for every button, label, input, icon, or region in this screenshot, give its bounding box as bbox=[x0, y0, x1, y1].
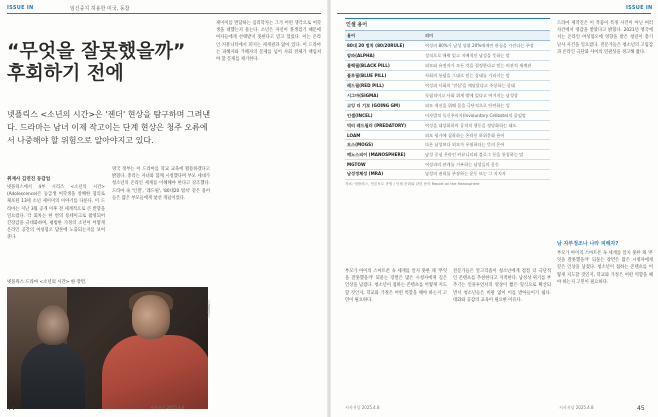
photo-boy-body bbox=[21, 342, 85, 409]
issue-tag: ISSUE IN bbox=[626, 5, 653, 11]
running-head: 임신중지 허용한 미국, 동참 bbox=[70, 6, 130, 12]
glossary-row bbox=[345, 101, 550, 111]
glossary-row bbox=[345, 150, 550, 160]
photo-credit: ⓒ넷플릭스 bbox=[207, 300, 211, 318]
glossary-row bbox=[345, 61, 550, 71]
glossary-title: 인셀 용어 bbox=[345, 18, 550, 30]
byline: 취재사 김연진 동감업 bbox=[7, 177, 51, 182]
glossary-meaning: 여성과의 관계를 거부하는 남성들의 운동 bbox=[425, 161, 500, 167]
glossary-row bbox=[345, 51, 550, 61]
glossary-term: 알파(ALPHA) bbox=[347, 52, 375, 58]
photo-boy-head bbox=[37, 305, 69, 345]
glossary-term: 빅터 레드필러 (PREDATORY) bbox=[347, 122, 407, 128]
glossary-row bbox=[345, 71, 550, 81]
body-column: 부모가 아이의 스마트폰 속 세계를 알지 못한 채 '무엇을 잘못했을까' 되묻는 장면은 많은 시청자에게 깊은 인상을 남겼다. 청소년이 접하는 콘텐츠를 어떻게 지도할 것인지, 학교와 가정은 어떤 역할을 해야 하는지 고민이 필요하다. bbox=[557, 251, 653, 285]
glossary-term: 모스(MOGS) bbox=[347, 141, 374, 147]
glossary-term: 매노스피어 (MANOSPHERE) bbox=[347, 151, 406, 157]
headline-line2: 후회하기 전에 bbox=[7, 62, 124, 84]
issue-tag: ISSUE IN bbox=[7, 5, 34, 11]
glossary-row bbox=[345, 131, 550, 140]
glossary-row bbox=[345, 81, 550, 91]
glossary-term: 80대 20 법칙 (80/20RULE) bbox=[347, 42, 405, 48]
glossary-row bbox=[345, 170, 550, 180]
glossary-meaning: 남성의 권리를 주장하는 운동 또는 그 지지자 bbox=[425, 171, 506, 177]
section-subhead: 남 자부정조나 나라 피해자? bbox=[557, 241, 619, 247]
glossary-row bbox=[345, 121, 550, 131]
page-number-left: 44 bbox=[7, 405, 15, 412]
footer-right: 시사저널 2025.4.8 bbox=[559, 405, 594, 410]
glossary-meaning: 외모 평가에 집착하는 온라인 하위문화 용어 bbox=[425, 132, 505, 138]
body-column: 전문가들은 알고리즘이 청소년에게 점점 더 극단적인 콘텐츠를 추천한다고 지적한다. 남성성 위기를 부추기는 인플루언서의 영상이 짧은 형식으로 확산되면서 청소년들은 비판 없이 이를 받아들이기 쉽다. 대화와 공감의 교육이 필요한 이유다. bbox=[453, 269, 551, 303]
glossary-term: MGTOW bbox=[347, 161, 366, 167]
glossary-header-row bbox=[345, 30, 550, 41]
body-column: 넷플릭스에서 4부 시리즈 <소년의 시간>(Adolescence)은 동급생 여학생을 살해한 혐의로 체포된 13세 소년 제이미의 이야기를 다룬다. 이 드라마는 지난 3월 공개 이후 전 세계적으로 큰 반향을 일으켰다. 각 회차는 한 번의 롱테이크로 촬영되어 긴장감을 극대화하며, 평범한 가정의 소년이 어떻게 온라인 공간의 여성혐오 담론에 노출되는지를 보여준다. bbox=[7, 185, 105, 241]
right-page bbox=[329, 0, 658, 417]
glossary-row bbox=[345, 91, 550, 101]
glossary-term: 블루필(BLUE PILL) bbox=[347, 72, 387, 78]
glossary-meaning: 남성 중심 온라인 커뮤니티와 블로그 등을 통칭하는 말 bbox=[425, 151, 524, 157]
glossary-meaning: 여성과 사회의 '진실'을 깨달았다고 주장하는 상태 bbox=[425, 82, 515, 88]
glossary-term: 블랙필(BLACK PILL) bbox=[347, 62, 390, 68]
footer-left: 시사저널 2025.4.8 bbox=[150, 405, 185, 410]
glossary-term: 인셀(INCEL) bbox=[347, 112, 373, 118]
headline-line1: “무엇을 잘못했을까” bbox=[7, 40, 186, 62]
body-column: 제이미를 면담하는 심리학자는 그가 어떤 생각으로 여학생을 대했는지 묻는다. 소년은 자신이 못생겼기 때문에 여자들에게 선택받지 못한다고 믿고 있었다. 이는 온라인 커뮤니티에서 퍼지는 세계관과 닮아 있다. 이 드라마는 피해자와 가해자의 문제를 넘어 사회 전체가 책임져야 할 문제를 제기한다. bbox=[216, 21, 321, 63]
glossary-term: 남성정체성 (MRA) bbox=[347, 171, 384, 177]
glossary-meaning: 여성을 대상화하며 공격적 행동을 정당화하는 태도 bbox=[425, 122, 517, 128]
body-column: 드라마 제작진은 이 작품이 특정 사건이 아닌 여러 사건에서 영감을 받았다고 밝혔다. 2021년 영국에서는 온라인 여성혐오에 영향을 받은 청년이 총기 난사 사건을 일으켰다. 전문가들은 청소년의 고립감과 온라인 극단화 사이의 연관성을 경고해 왔다. bbox=[557, 21, 653, 55]
page-number-right: 45 bbox=[637, 405, 645, 412]
glossary-term: 레드필(RED PILL) bbox=[347, 82, 384, 88]
glossary-note: 자료: 넷플릭스, 언론보도 종합 / 인셀 문화와 관련 용어 Report on the Manosphere bbox=[345, 181, 480, 186]
glossary-col-term: 용어 bbox=[347, 32, 356, 38]
glossary-meaning: 외모와 유전자가 모든 것을 결정한다고 믿는 비관적 세계관 bbox=[425, 62, 532, 68]
glossary-meaning: 성적으로 매력 있고 지배적인 남성을 뜻하는 말 bbox=[425, 52, 510, 58]
footer-mid: 시사저널 2025.4.8 bbox=[345, 405, 380, 410]
glossary-term: 시그마(SIGMA) bbox=[347, 92, 379, 98]
glossary-row bbox=[345, 111, 550, 121]
glossary-table bbox=[345, 18, 550, 187]
glossary-meaning: 외모 개선을 위해 몸을 극단적으로 단련하는 일 bbox=[425, 102, 510, 108]
glossary-row bbox=[345, 41, 550, 51]
header-rule bbox=[7, 13, 321, 14]
glossary-meaning: 독립적이고 사회 위계 밖에 있다고 여겨지는 남성상 bbox=[425, 92, 518, 98]
headline bbox=[7, 40, 207, 84]
photo-man-head bbox=[132, 295, 170, 339]
glossary-term: 고잉 더 기모 (GOING GM) bbox=[347, 102, 400, 108]
header-rule bbox=[337, 13, 651, 14]
glossary-row bbox=[345, 160, 550, 169]
glossary-row bbox=[345, 140, 550, 150]
glossary-meaning: 여성의 80%가 남성 상위 20%에게만 관심을 가진다는 주장 bbox=[425, 42, 534, 48]
glossary-meaning: 사회의 통념을 그대로 믿는 상태를 가리키는 말 bbox=[425, 72, 510, 78]
glossary-rows bbox=[345, 41, 550, 180]
standfirst: 넷플릭스 <소년의 시간>은 '젠더' 현상을 탐구하며 그려낸다. 드라마는 남녀 이제 작고이는 단계 현상은 청주 오류에서 나중해야 할 위험으로 알아야지고 있다. bbox=[7, 110, 211, 145]
photo-man-body bbox=[102, 335, 208, 409]
drama-still-photo bbox=[7, 287, 208, 409]
body-column: 영국 정부는 이 드라마를 학교 교육에 활용하겠다고 밝혔다. 총리는 자녀와 함께 시청했다며 부모 세대가 청소년의 온라인 세계를 이해해야 한다고 강조했다. 드라마 속 '인셀', '레드필', '80대20 법칙' 같은 용어들은 많은 부모들에게 낯선 개념이었다. bbox=[112, 167, 210, 201]
glossary-col-meaning: 의미 bbox=[425, 32, 434, 38]
body-column: 부모가 아이의 스마트폰 속 세계를 알지 못한 채 '무엇을 잘못했을까' 되묻는 장면은 많은 시청자에게 깊은 인상을 남겼다. 청소년이 접하는 콘텐츠를 어떻게 지도할 것인지, 학교와 가정은 어떤 역할을 해야 하는지 고민이 필요하다. bbox=[345, 269, 447, 303]
photo-caption: 넷플릭스 드라마 <소년의 시간> 한 장면. bbox=[7, 280, 87, 285]
glossary-term: LOAM bbox=[347, 132, 361, 138]
glossary-meaning: 다른 남성보다 외모가 우월하다는 뜻의 은어 bbox=[425, 141, 505, 147]
glossary-meaning: 비자발적 독신주의자(Involuntary Celibate)의 줄임말 bbox=[425, 112, 526, 118]
